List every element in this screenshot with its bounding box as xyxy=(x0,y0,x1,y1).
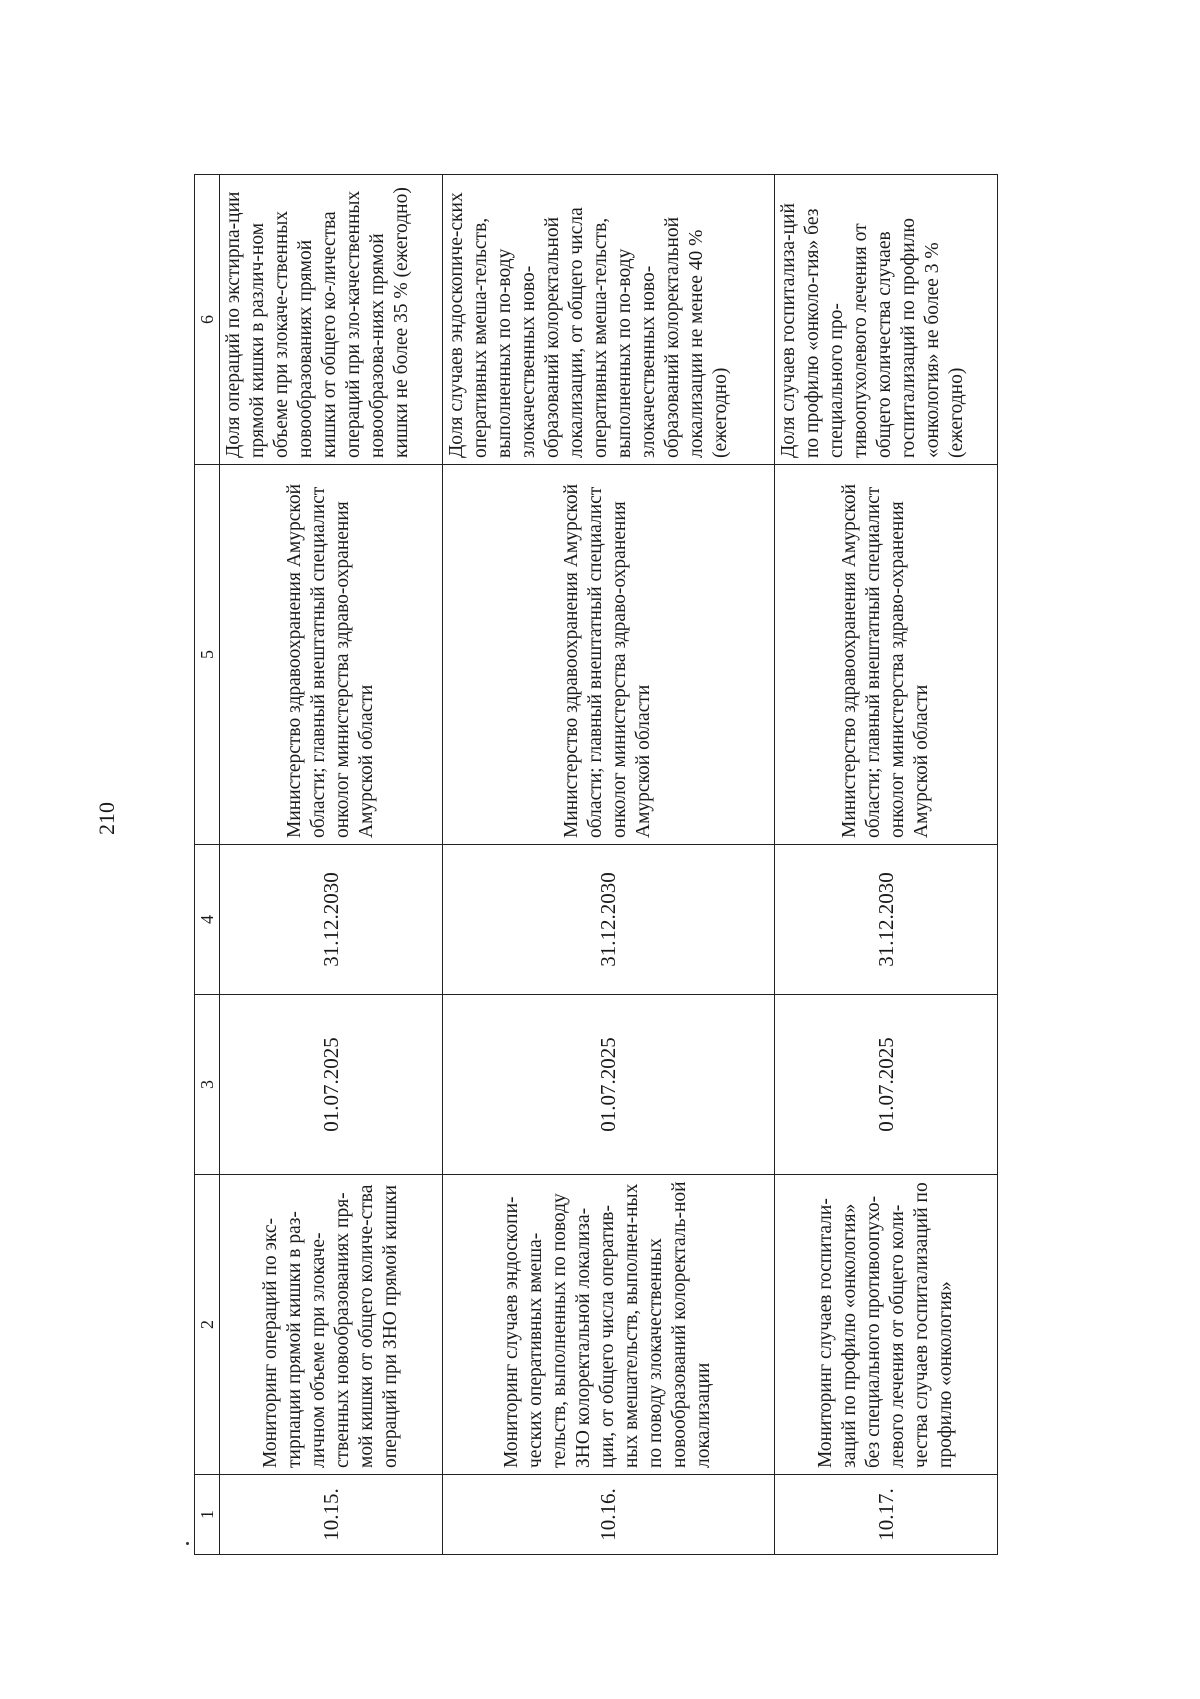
row-responsible: Министерство здравоохранения Амурской области; главный внештатный специалист онколог министерства здраво-охранения Амурской области xyxy=(220,465,443,845)
row-responsible: Министерство здравоохранения Амурской области; главный внештатный специалист онколог министерства здраво-охранения Амурской области xyxy=(774,465,997,845)
header-col-6: 6 xyxy=(195,175,220,465)
row-description: Мониторинг случаев эндоскопи-ческих оперативных вмеша-тельств, выполненных по поводу ЗНО колоректальной локализа-ции, от общего числа оператив-ных вмешательств, выполнен-ных по поводу злокачественных новообразований колоректаль-ной локализации xyxy=(443,1175,775,1475)
row-start-date: 01.07.2025 xyxy=(774,995,997,1175)
header-row xyxy=(195,175,220,1555)
header-col-3: 3 xyxy=(195,995,220,1175)
row-responsible: Министерство здравоохранения Амурской области; главный внештатный специалист онколог министерства здраво-охранения Амурской области xyxy=(443,465,775,845)
row-description: Мониторинг случаев госпитали-заций по профилю «онкология» без специального противоопухо-левого лечения от общего коли-чества случаев госпитализаций по профилю «онкология» xyxy=(774,1175,997,1475)
table-row xyxy=(220,175,443,1555)
row-number: 10.16. xyxy=(443,1475,775,1555)
row-number: 10.17. xyxy=(774,1475,997,1555)
table-row xyxy=(443,175,775,1555)
row-indicator: Доля операций по экстирпа-ции прямой кишки в различ-ном объеме при злокаче-ственных новообразованиях прямой кишки от общего ко-личества операций при зло-качественных новообразова-ниях прямой кишки не более 35 % (ежегодно) xyxy=(220,175,443,465)
page-mark xyxy=(186,1542,189,1545)
row-end-date: 31.12.2030 xyxy=(220,845,443,995)
header-col-2: 2 xyxy=(195,1175,220,1475)
row-end-date: 31.12.2030 xyxy=(774,845,997,995)
header-col-4: 4 xyxy=(195,845,220,995)
row-start-date: 01.07.2025 xyxy=(443,995,775,1175)
header-col-5: 5 xyxy=(195,465,220,845)
row-indicator: Доля случаев эндоскопиче-ских оперативных вмеша-тельств, выполненных по по-воду злокачественных ново-образований колоректальной локализации, от общего числа оперативных вмеша-тельств, выполненных по по-воду злокачественных ново-образований колоректальной локализации не менее 40 % (ежегодно) xyxy=(443,175,775,465)
row-start-date: 01.07.2025 xyxy=(220,995,443,1175)
row-description: Мониторинг операций по экс-тирпации прямой кишки в раз-личном объеме при злокаче-ственных новообразованиях пря-мой кишки от общего количе-ства операций при ЗНО прямой кишки xyxy=(220,1175,443,1475)
row-number: 10.15. xyxy=(220,1475,443,1555)
rotated-table-container xyxy=(194,175,998,1555)
header-col-1: 1 xyxy=(195,1475,220,1555)
measures-table xyxy=(194,174,998,1555)
row-indicator: Доля случаев госпитализа-ций по профилю «онколо-гия» без специального про-тивоопухолевого лечения от общего количества случаев госпитализаций по профилю «онкология» не более 3 % (ежегодно) xyxy=(774,175,997,465)
page-number: 210 xyxy=(94,802,119,835)
table-row xyxy=(774,175,997,1555)
row-end-date: 31.12.2030 xyxy=(443,845,775,995)
